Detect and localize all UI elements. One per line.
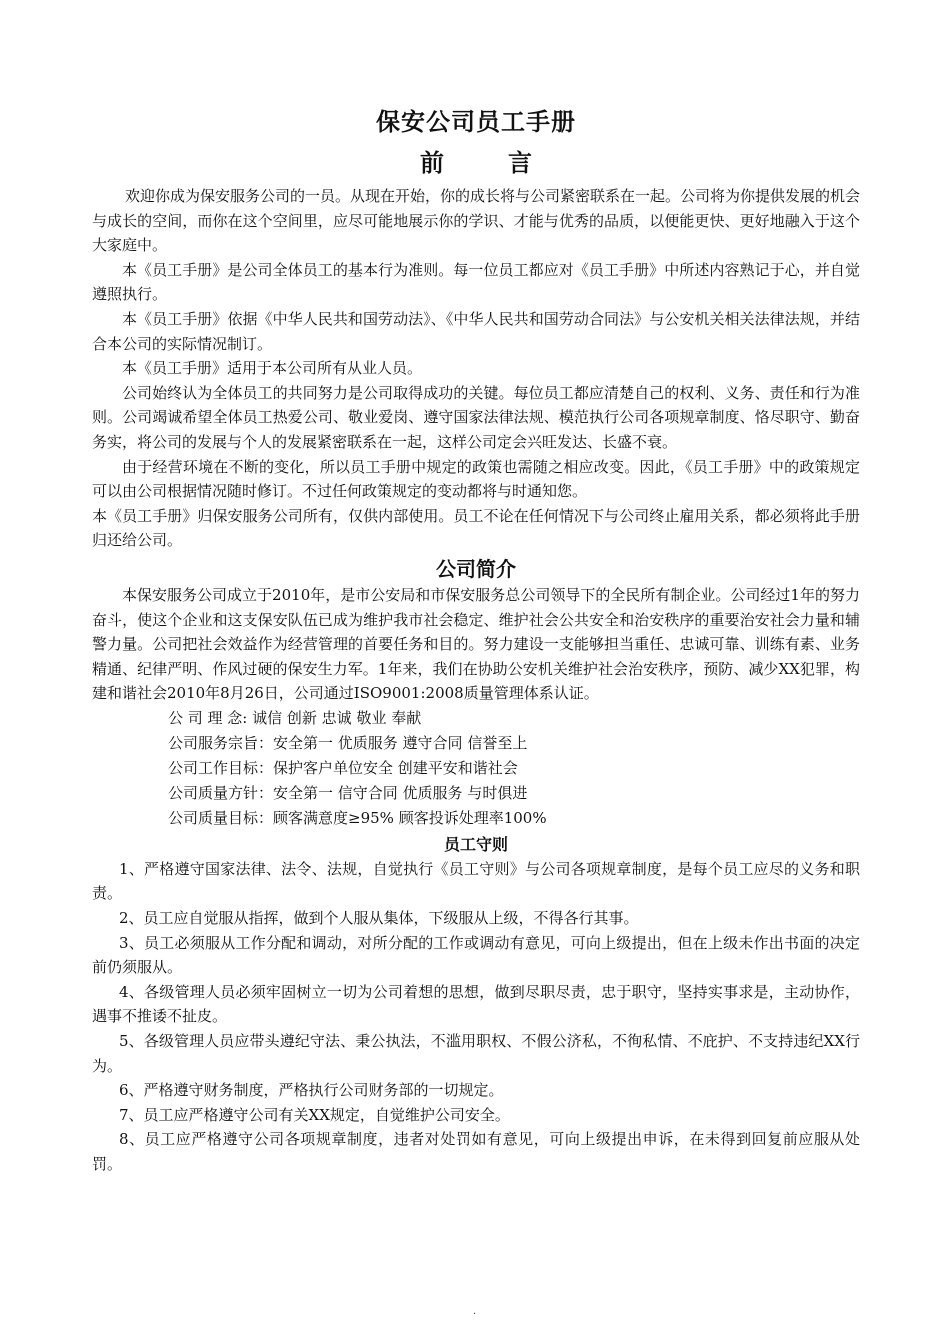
company-value-label: 公司服务宗旨： — [168, 733, 274, 752]
company-value-label: 公司工作目标： — [168, 758, 274, 777]
preface-paragraph: 本《员工手册》是公司全体员工的基本行为准则。每一位员工都应对《员工手册》中所述内容熟记于心，并自觉遵照执行。 — [92, 260, 860, 304]
company-value-item — [92, 781, 860, 806]
company-value-item — [92, 806, 860, 831]
company-value-item — [92, 756, 860, 781]
company-intro-heading: 公司简介 — [436, 556, 516, 581]
preface-heading: 前 言 — [420, 148, 552, 177]
employee-rules-heading: 员工守则 — [443, 834, 508, 854]
preface-paragraph: 本《员工手册》适用于本公司所有从业人员。 — [122, 359, 423, 378]
company-value-label: 公司质量方针： — [168, 783, 274, 802]
employee-rule: 7、员工应严格遵守公司有关XX规定，自觉维护公司安全。 — [119, 1105, 510, 1124]
company-value-label: 公司质量目标： — [168, 808, 274, 827]
company-value-text: 安全第一 信守合同 优质服务 与时俱进 — [273, 783, 528, 802]
preface-paragraph: 本《员工手册》归保安服务公司所有，仅供内部使用。员工不论在任何情况下与公司终止雇用关系，都必须将此手册归还给公司。 — [92, 506, 860, 550]
company-value-text: 顾客满意度≥95% 顾客投诉处理率100% — [273, 808, 547, 827]
employee-rule: 6、严格遵守财务制度，严格执行公司财务部的一切规定。 — [119, 1081, 504, 1100]
employee-rule: 8、员工应严格遵守公司各项规章制度，违者对处罚如有意见，可向上级提出申诉，在未得到回复前应服从处罚。 — [92, 1130, 860, 1173]
employee-rule: 1、严格遵守国家法律、法令、法规，自觉执行《员工守则》与公司各项规章制度，是每个员工应尽的义务和职责。 — [92, 859, 860, 903]
employee-rule: 2、员工应自觉服从指挥，做到个人服从集体，下级服从上级，不得各行其事。 — [119, 909, 639, 928]
company-values-list — [92, 706, 860, 831]
employee-rule: 5、各级管理人员应带头遵纪守法、秉公执法，不滥用职权、不假公济私，不徇私情、不庇护、不支持违纪XX行为。 — [92, 1032, 860, 1075]
preface-paragraph: 本《员工手册》依据《中华人民共和国劳动法》、《中华人民共和国劳动合同法》与公安机关相关法律法规，并结合本公司的实际情况制订。 — [92, 309, 860, 353]
company-value-item — [92, 706, 860, 731]
preface-paragraph: 公司始终认为全体员工的共同努力是公司取得成功的关键。每位员工都应清楚自己的权利、义务、责任和行为准则。公司竭诚希望全体员工热爱公司、敬业爱岗、遵守国家法律法规、模范执行公司各项规章制度、恪尽职守、勤奋务实，将公司的发展与个人的发展紧密联系在一起，这样公司定会兴旺发达、长盛不衰。 — [92, 383, 860, 451]
company-value-text: 安全第一 优质服务 遵守合同 信誉至上 — [273, 733, 528, 752]
preface-paragraph: 由于经营环境在不断的变化，所以员工手册中规定的政策也需随之相应改变。因此，《员工手册》中的政策规定可以由公司根据情况随时修订。不过任何政策规定的变动都将与时通知您。 — [92, 457, 860, 501]
company-value-item — [92, 731, 860, 756]
company-value-label: 公 司 理 念: — [168, 708, 253, 727]
document-title: 保安公司员工手册 — [376, 107, 576, 136]
document-body — [92, 104, 860, 1177]
company-value-text: 保护客户单位安全 创建平安和谐社会 — [273, 758, 518, 777]
company-intro-paragraph: 本保安服务公司成立于2010年，是市公安局和市保安服务总公司领导下的全民所有制企业。公司经过1年的努力奋斗，使这个企业和这支保安队伍已成为维护我市社会稳定、维护社会公共安全和治安秩序的重要治安社会力量和辅警力量。公司把社会效益作为经营管理的首要任务和目的。努力建设一支能够担当重任、忠诚可靠、训练有素、业务精通、纪律严明、作风过硬的保安生力军。1年来，我们在协助公安机关维护社会治安秩序，预防、减少XX犯罪，构建和谐社会2010年8月26日，公司通过ISO9001:2008质量管理体系认证。 — [92, 585, 860, 703]
employee-rule: 3、员工必须服从工作分配和调动，对所分配的工作或调动有意见，可向上级提出，但在上级未作出书面的决定前仍须服从。 — [92, 933, 860, 977]
employee-rule: 4、各级管理人员必须牢固树立一切为公司着想的思想，做到尽职尽责，忠于职守，坚持实事求是，主动协作，遇事不推诿不扯皮。 — [92, 982, 860, 1026]
preface-paragraph: 欢迎你成为保安服务公司的一员。从现在开始，你的成长将与公司紧密联系在一起。公司将为你提供发展的机会与成长的空间，而你在这个空间里，应尽可能地展示你的学识、才能与优秀的品质，以便能更快、更好地融入于这个大家庭中。 — [92, 187, 861, 255]
page-marker: . — [473, 1306, 477, 1317]
company-value-text: 诚信 创新 忠诚 敬业 奉献 — [252, 708, 422, 727]
